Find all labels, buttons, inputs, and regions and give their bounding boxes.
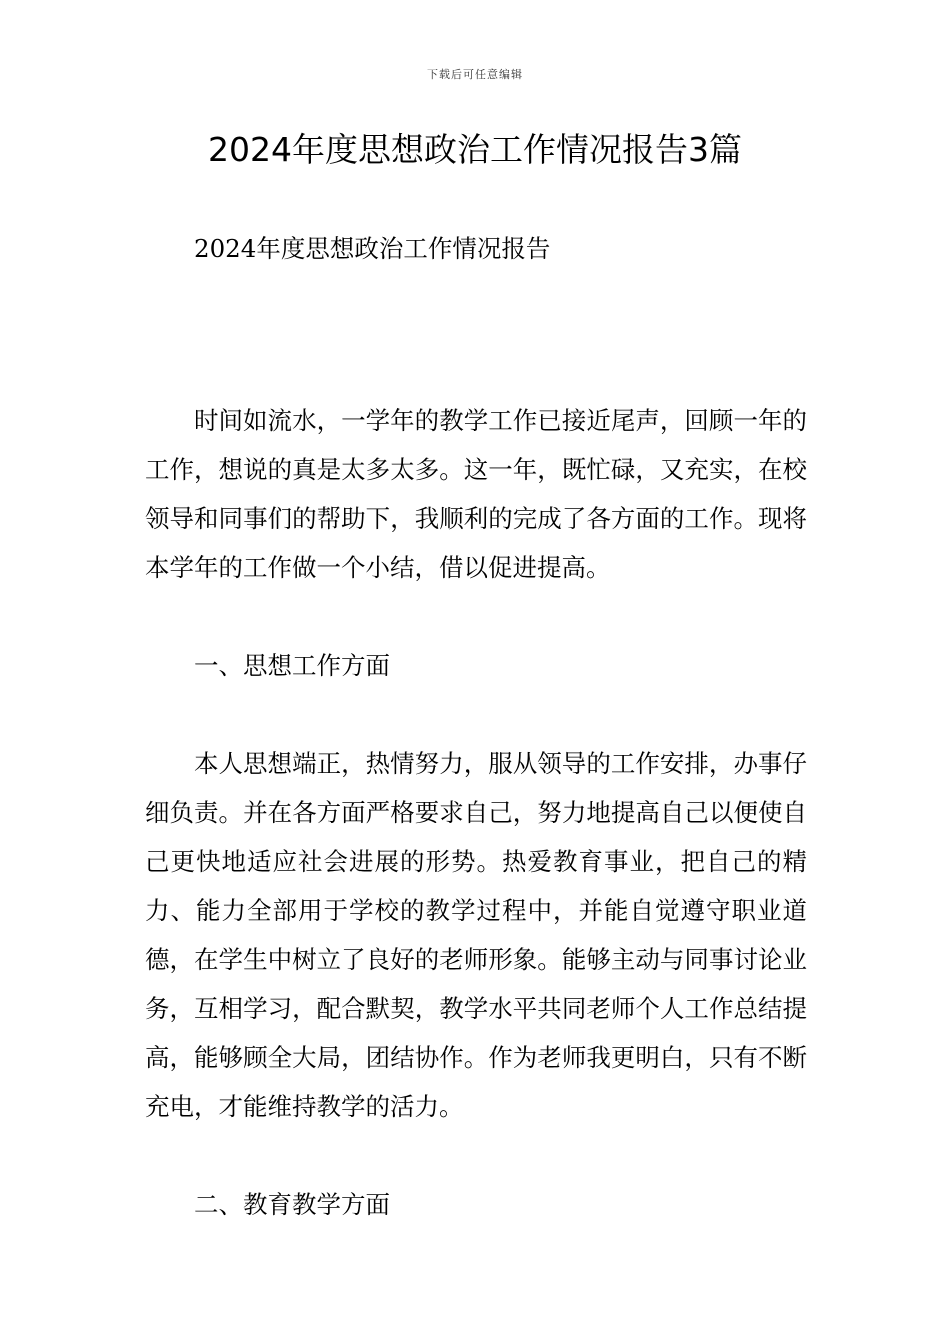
section-heading-thought: 一、思想工作方面 — [194, 651, 390, 680]
document-title: 2024年度思想政治工作情况报告3篇 — [208, 130, 742, 169]
paragraph-intro: 时间如流水，一学年的教学工作已接近尾声，回顾一年的工作，想说的真是太多太多。这一年，既忙碌，又充实，在校领导和同事们的帮助下，我顺利的完成了各方面的工作。现将本学年的工作做一个小结，借以促进提高。 — [145, 406, 807, 582]
header-note: 下载后可任意编辑 — [427, 68, 523, 81]
document-subtitle: 2024年度思想政治工作情况报告 — [194, 234, 551, 263]
document-body — [145, 224, 807, 1278]
section-heading-teaching: 二、教育教学方面 — [194, 1190, 390, 1219]
paragraph-thought: 本人思想端正，热情努力，服从领导的工作安排，办事仔细负责。并在各方面严格要求自己，努力地提高自己以便使自己更快地适应社会进展的形势。热爱教育事业，把自己的精力、能力全部用于学校的教学过程中，并能自觉遵守职业道德，在学生中树立了良好的老师形象。能够主动与同事讨论业务，互相学习，配合默契，教学水平共同老师个人工作总结提高，能够顾全大局，团结协作。作为老师我更明白，只有不断充电，才能维持教学的活力。 — [145, 749, 807, 1121]
